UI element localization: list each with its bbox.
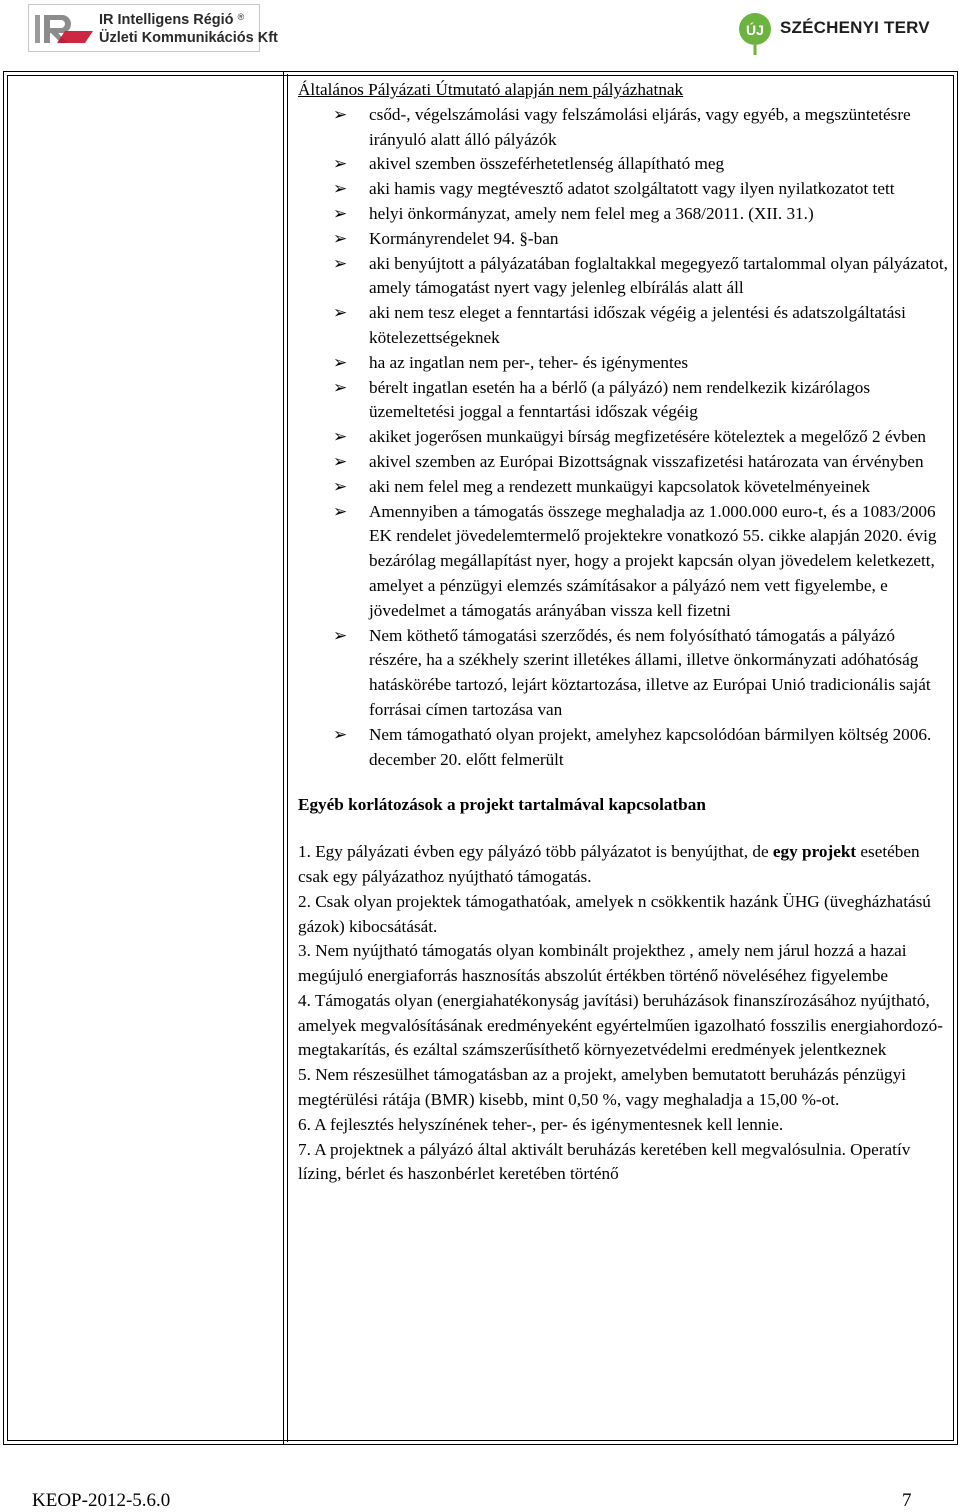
table-column-divider — [283, 71, 284, 1445]
ir-logo — [28, 4, 278, 52]
list-item — [298, 152, 948, 177]
szechenyi-terv-logo — [736, 4, 958, 56]
list-item-text: Kormányrendelet 94. §-ban — [369, 228, 559, 248]
list-item — [298, 425, 948, 450]
list-item — [298, 202, 948, 227]
restriction-item: 2. Csak olyan projektek támogathatóak, amelyek n csökkentik hazánk ÜHG (üvegházhatású gázok) kibocsátását. — [298, 891, 931, 936]
ir-logo-line2: Üzleti Kommunikációs Kft — [99, 30, 278, 46]
list-item-text: helyi önkormányzat, amely nem felel meg a 368/2011. (XII. 31.) — [369, 203, 814, 223]
table-content-cell — [298, 78, 948, 1187]
restriction-item: 1. Egy pályázati évben egy pályázó több pályázatot is benyújthat, de egy projekt esetében csak egy pályázathoz nyújtható támogatás. — [298, 842, 920, 886]
list-item-text: ha az ingatlan nem per-, teher- és igénymentes — [369, 352, 689, 372]
arrow-bullet-icon: ➢ — [333, 451, 348, 471]
arrow-bullet-icon: ➢ — [333, 625, 348, 645]
list-item-text: Amennyiben a támogatás összege meghaladja az 1.000.000 euro-t, és a 1083/2006 EK rendelet jövedelemtermelő projektekre vonatkozó 55. cikke alapján 2020. évig bezárólag megállapítást nyer, hogy a projekt kapcsán olyan jövedelem keletkezett, amelyet a pénzügyi elemzés számításakor a pályázó nem vett figyelembe, e jövedelmet a támogatás arányában vissza kell fizetni — [369, 501, 937, 620]
list-item — [298, 624, 948, 723]
list-item-text: aki nem felel meg a rendezett munkaügyi kapcsolatok követelményeinek — [369, 476, 871, 496]
arrow-bullet-icon: ➢ — [333, 303, 348, 323]
list-item — [298, 103, 948, 153]
list-item — [298, 177, 948, 202]
restriction-item: 7. A projektnek a pályázó által aktivált beruházás keretében kell megvalósulnia. Operatív lízing, bérlet és haszonbérlet keretében történő — [298, 1139, 911, 1184]
szechenyi-terv-name: SZÉCHENYI TERV — [780, 18, 930, 37]
page-number: 7 — [902, 1490, 912, 1511]
list-item — [298, 301, 948, 351]
list-item — [298, 500, 948, 624]
restriction-item: 5. Nem részesülhet támogatásban az a projekt, amelyben bemutatott beruházás pénzügyi megtérülési rátája (BMR) kisebb, mint 0,50 %, vagy meghaladja a 15,00 %-ot. — [298, 1065, 907, 1110]
svg-text:ÚJ: ÚJ — [746, 22, 764, 38]
arrow-bullet-icon: ➢ — [333, 724, 348, 744]
document-code: KEOP-2012-5.6.0 — [32, 1490, 171, 1511]
restriction-item: 4. Támogatás olyan (energiahatékonyság javítási) beruházások finanszírozásához nyújtható, amelyek megvalósításának eredményeként egyértelműen igazolható fosszilis energiahordozó-megtakarítás, és ezáltal számszerűsíthető környezetvédelmi eredmények jelentkeznek — [298, 990, 943, 1060]
arrow-bullet-icon: ➢ — [333, 352, 348, 372]
list-item-text: Nem támogatható olyan projekt, amelyhez kapcsolódóan bármilyen költség 2006. december 20. előtt felmerült — [369, 724, 932, 769]
restrictions-heading: Egyéb korlátozások a projekt tartalmával kapcsolatban — [298, 795, 706, 815]
arrow-bullet-icon: ➢ — [333, 253, 348, 273]
list-item-text: csőd-, végelszámolási vagy felszámolási eljárás, vagy egyéb, a megszüntetésre irányuló alatt álló pályázók — [369, 104, 911, 149]
list-item — [298, 475, 948, 500]
list-item-text: bérelt ingatlan esetén ha a bérlő (a pályázó) nem rendelkezik kizárólagos üzemeltetési joggal a fenntartási időszak végéig — [369, 377, 871, 422]
arrow-bullet-icon: ➢ — [333, 377, 348, 397]
list-item-text: Nem köthető támogatási szerződés, és nem folyósítható támogatás a pályázó részére, ha a székhely szerint illetékes állami, illetve önkormányzati adóhatóság hatáskörébe tartozó, lejárt köztartozása, illetve az Európai Unió tradicionális saját forrásai címen tartozása van — [369, 625, 931, 719]
ir-logo-line1: IR Intelligens Régió ® — [99, 12, 245, 28]
list-item — [298, 227, 948, 252]
arrow-bullet-icon: ➢ — [333, 179, 348, 199]
list-item — [298, 376, 948, 426]
list-item-text: akiket jogerősen munkaügyi bírság megfizetésére köteleztek a megelőző 2 évben — [369, 427, 926, 447]
restriction-item: 3. Nem nyújtható támogatás olyan kombinált projekthez , amely nem járul hozzá a hazai megújuló energiaforrás hasznosítás abszolút értékben történő növeléséhez figyelembe — [298, 941, 907, 986]
list-item-text: aki nem tesz eleget a fenntartási időszak végéig a jelentési és adatszolgáltatási kötelezettségeknek — [369, 303, 906, 347]
szechenyi-leaf-icon — [738, 8, 774, 56]
arrow-bullet-icon: ➢ — [333, 427, 348, 447]
arrow-bullet-icon: ➢ — [333, 501, 348, 521]
list-item — [298, 450, 948, 475]
arrow-bullet-icon: ➢ — [333, 203, 348, 223]
table-column-divider-inner — [287, 74, 288, 1442]
list-item-text: akivel szemben összeférhetetlenség állapítható meg — [369, 154, 725, 174]
list-item-text: akivel szemben az Európai Bizottságnak visszafizetési határozata van érvényben — [369, 451, 924, 471]
ir-logo-mark-icon — [35, 11, 95, 47]
list-item — [298, 723, 948, 773]
arrow-bullet-icon: ➢ — [333, 476, 348, 496]
list-item — [298, 351, 948, 376]
list-item-text: aki benyújtott a pályázatában foglaltakkal megegyező tartalommal olyan pályázatot, amely támogatást nyert vagy jelenleg elbírálás alatt áll — [369, 253, 948, 298]
arrow-bullet-icon: ➢ — [333, 104, 348, 124]
section-title: Általános Pályázati Útmutató alapján nem pályázhatnak — [298, 80, 684, 99]
ineligible-list — [298, 103, 948, 773]
list-item-text: aki hamis vagy megtévesztő adatot szolgáltatott vagy ilyen nyilatkozatot tett — [369, 179, 895, 199]
restriction-item: 6. A fejlesztés helyszínének teher-, per- és igénymentesnek kell lennie. — [298, 1114, 784, 1134]
arrow-bullet-icon: ➢ — [333, 228, 348, 248]
arrow-bullet-icon: ➢ — [333, 154, 348, 174]
restrictions-list — [298, 840, 948, 1187]
list-item — [298, 252, 948, 302]
